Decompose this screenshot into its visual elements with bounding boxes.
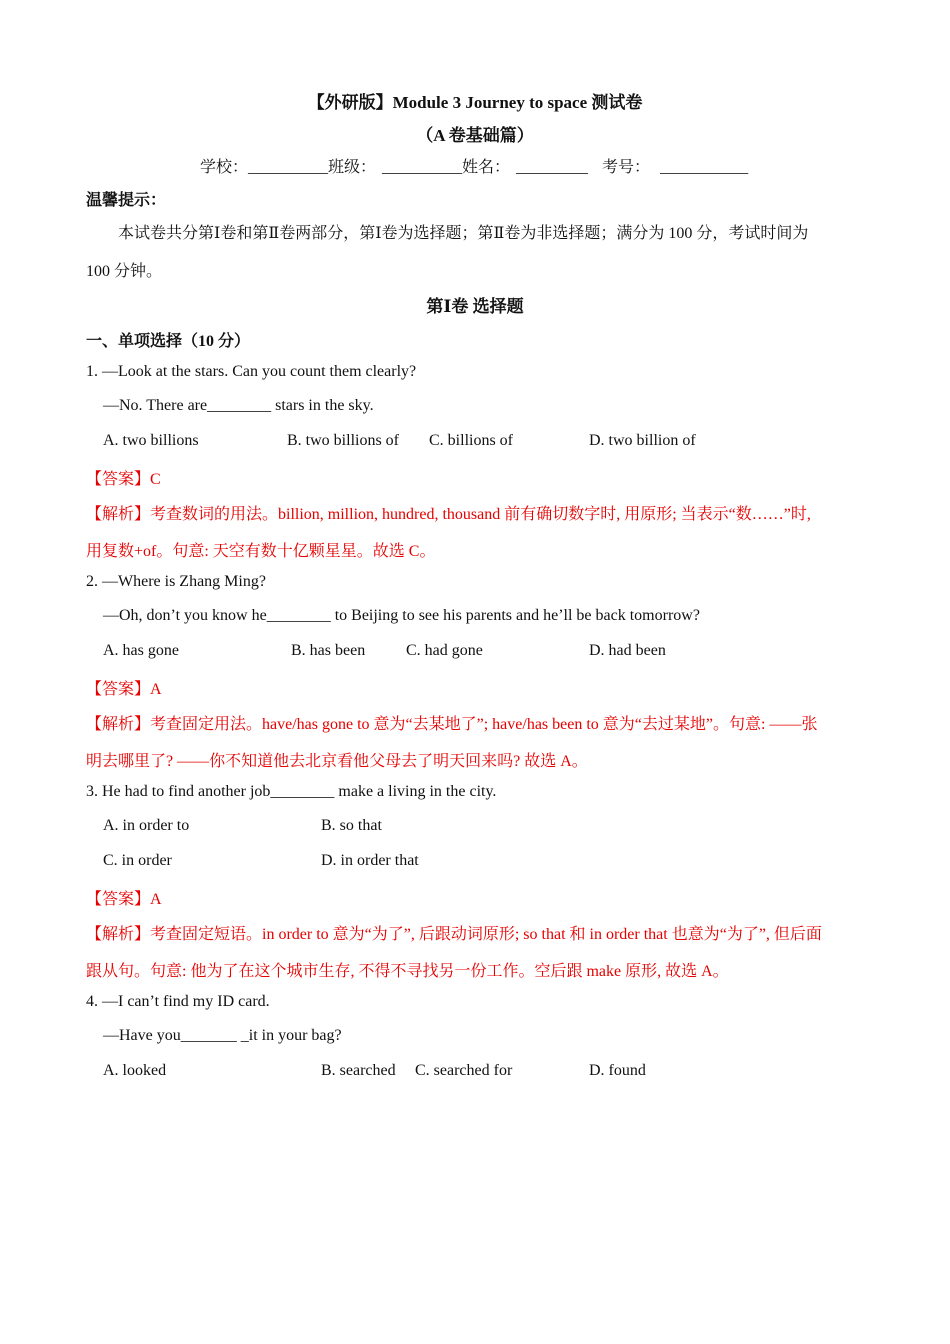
q1-stem: 1. —Look at the stars. Can you count them clearly? — [86, 363, 417, 380]
tips-heading: 温馨提示： — [86, 192, 167, 209]
q2-analysis-1: 【解析】考查固定用法。have/has gone to 意为“去某地了”; have/has been to 意为“去过某地”。句意: ——张 — [86, 716, 818, 733]
q1-option-c[interactable]: C. billions of — [429, 432, 514, 449]
q3-analysis-2: 跟从句。句意: 他为了在这个城市生存, 不得不寻找另一份工作。空后跟 make 原形, 故选 A。 — [86, 963, 729, 980]
q4-option-c[interactable]: C. searched for — [415, 1062, 513, 1079]
q1-stem-2: —No. There are________ stars in the sky. — [103, 397, 374, 414]
document-subtitle: （A 卷基础篇） — [416, 126, 534, 145]
exam-number-blank[interactable]: ___________ — [660, 159, 749, 176]
q3-stem: 3. He had to find another job________ make a living in the city. — [86, 783, 497, 800]
q3-analysis-1: 【解析】考查固定短语。in order to 意为“为了”, 后跟动词原形; so that 和 in order that 也意为“为了”, 但后面 — [86, 926, 822, 943]
q1-option-b[interactable]: B. two billions of — [287, 432, 400, 449]
q4-stem: 4. —I can’t find my ID card. — [86, 993, 270, 1010]
q4-option-a[interactable]: A. looked — [103, 1062, 167, 1079]
part1-title: 第Ⅰ卷 选择题 — [426, 297, 524, 316]
q1-analysis-1: 【解析】考查数词的用法。billion, million, hundred, thousand 前有确切数字时, 用原形; 当表示“数……”时, — [86, 506, 811, 523]
student-info-row — [200, 154, 748, 177]
q3-option-a[interactable]: A. in order to — [103, 817, 190, 834]
q2-option-b[interactable]: B. has been — [291, 642, 366, 659]
q4-stem-2: —Have you_______ _it in your bag? — [103, 1027, 342, 1044]
q3-option-d[interactable]: D. in order that — [321, 852, 419, 869]
q1-option-a[interactable]: A. two billions — [103, 432, 199, 449]
name-blank[interactable]: _________ — [516, 159, 589, 176]
q1-answer: 【答案】C — [86, 471, 161, 488]
q1-analysis-2: 用复数+of。句意: 天空有数十亿颗星星。故选 C。 — [86, 543, 436, 560]
q2-stem: 2. —Where is Zhang Ming? — [86, 573, 266, 590]
exam-number-label: 考号： — [602, 159, 651, 176]
school-blank[interactable]: __________ — [248, 159, 329, 176]
q3-answer: 【答案】A — [86, 891, 162, 908]
q4-option-b[interactable]: B. searched — [321, 1062, 396, 1079]
q4-option-d[interactable]: D. found — [589, 1062, 646, 1079]
class-blank[interactable]: __________ — [382, 159, 463, 176]
section-heading: 一、单项选择（10 分） — [86, 333, 251, 350]
q2-analysis-2: 明去哪里了? ——你不知道他去北京看他父母去了明天回来吗? 故选 A。 — [86, 753, 588, 770]
q2-answer: 【答案】A — [86, 681, 162, 698]
tips-line-1: 本试卷共分第Ⅰ卷和第Ⅱ卷两部分，第Ⅰ卷为选择题；第Ⅱ卷为非选择题；满分为 100 分，考试时间为 — [118, 225, 809, 242]
q2-option-a[interactable]: A. has gone — [103, 642, 179, 659]
q1-option-d[interactable]: D. two billion of — [589, 432, 696, 449]
q2-option-c[interactable]: C. had gone — [406, 642, 483, 659]
q3-option-b[interactable]: B. so that — [321, 817, 382, 834]
tips-line-2: 100 分钟。 — [86, 263, 163, 280]
q3-option-c[interactable]: C. in order — [103, 852, 172, 869]
q2-option-d[interactable]: D. had been — [589, 642, 666, 659]
name-label: 姓名： — [462, 159, 511, 176]
class-label: 班级： — [328, 159, 377, 176]
document-title: 【外研版】Module 3 Journey to space 测试卷 — [307, 93, 643, 112]
q2-stem-2: —Oh, don’t you know he________ to Beijing to see his parents and he’ll be back tomorrow? — [103, 607, 700, 624]
school-label: 学校： — [200, 159, 249, 176]
